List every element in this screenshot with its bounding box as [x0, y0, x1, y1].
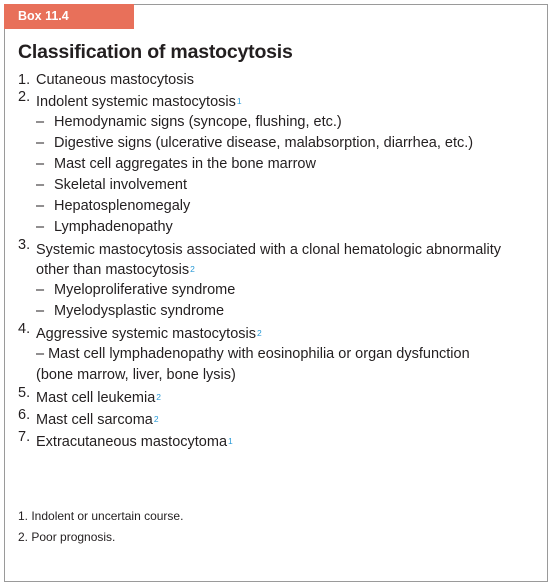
- item-text: Indolent systemic mastocytosis: [36, 94, 236, 110]
- item-text-continued: other than mastocytosis: [36, 262, 190, 278]
- footnote-ref: 2: [153, 414, 159, 424]
- sub-item-text: Digestive signs (ulcerative disease, malabsorption, diarrhea, etc.): [54, 135, 474, 151]
- sub-item: [18, 196, 544, 217]
- dash: –: [36, 135, 45, 151]
- footnote: 2. Poor prognosis.: [18, 530, 116, 544]
- sub-item: [18, 112, 544, 133]
- footnote-ref: 1: [236, 96, 242, 106]
- sub-item: [18, 133, 544, 154]
- list-item: [18, 429, 544, 452]
- item-number: 7.: [18, 429, 31, 445]
- box-label: Box 11.4: [4, 4, 134, 29]
- sub-item-text: Lymphadenopathy: [54, 219, 173, 235]
- dash: –: [36, 303, 45, 319]
- list-item: [18, 385, 544, 408]
- footnote: 1. Indolent or uncertain course.: [18, 509, 184, 523]
- sub-item: [18, 217, 544, 238]
- item-number: 5.: [18, 385, 31, 401]
- item-number: 6.: [18, 407, 31, 423]
- sub-item: [18, 301, 544, 322]
- item-number: 1.: [18, 72, 31, 88]
- footnotes: [18, 506, 183, 548]
- sub-item-continued: [18, 365, 544, 386]
- sub-item-text: Myelodysplastic syndrome: [54, 303, 225, 319]
- sub-item-text: Hepatosplenomegaly: [54, 198, 191, 214]
- footnote-ref: 2: [156, 392, 161, 402]
- dash: –: [36, 114, 45, 130]
- sub-item: [18, 154, 544, 175]
- list-item: [18, 407, 544, 430]
- item-number: 4.: [18, 321, 31, 337]
- list-item: [18, 70, 544, 90]
- dash: –: [36, 219, 45, 235]
- dash: –: [36, 177, 45, 193]
- item-number: 2.: [18, 89, 31, 105]
- list-item: [18, 321, 544, 344]
- item-text: Aggressive systemic mastocytosis: [36, 326, 256, 342]
- footnote-ref: 2: [256, 328, 262, 338]
- sub-item-text: – Mast cell lymphadenopathy with eosinophilia or organ dysfunction: [36, 346, 470, 362]
- sub-item: [18, 175, 544, 196]
- item-text: Systemic mastocytosis associated with a clonal hematologic abnormality: [36, 242, 502, 258]
- item-text: Extracutaneous mastocytoma: [36, 434, 228, 450]
- item-text: Mast cell sarcoma: [36, 412, 153, 428]
- list-item: [18, 89, 544, 112]
- item-text: Mast cell leukemia: [36, 390, 156, 406]
- sub-item-text: (bone marrow, liver, bone lysis): [36, 367, 236, 383]
- footnote-ref: 2: [190, 264, 195, 274]
- sub-item-text: Hemodynamic signs (syncope, flushing, etc.): [54, 114, 342, 130]
- item-number: 3.: [18, 237, 31, 253]
- list-item: [18, 237, 544, 280]
- sub-item-text: Mast cell aggregates in the bone marrow: [54, 156, 316, 172]
- sub-item: [18, 344, 544, 365]
- sub-item: [18, 280, 544, 301]
- dash: –: [36, 198, 45, 214]
- sub-item-text: Skeletal involvement: [54, 177, 187, 193]
- item-text: Cutaneous mastocytosis: [36, 72, 194, 88]
- classification-list: [18, 70, 544, 452]
- dash: –: [36, 156, 45, 172]
- dash: –: [36, 282, 45, 298]
- footnote-ref: 1: [228, 436, 233, 446]
- sub-item-text: Myeloproliferative syndrome: [54, 282, 236, 298]
- box-title: Classification of mastocytosis: [18, 41, 293, 63]
